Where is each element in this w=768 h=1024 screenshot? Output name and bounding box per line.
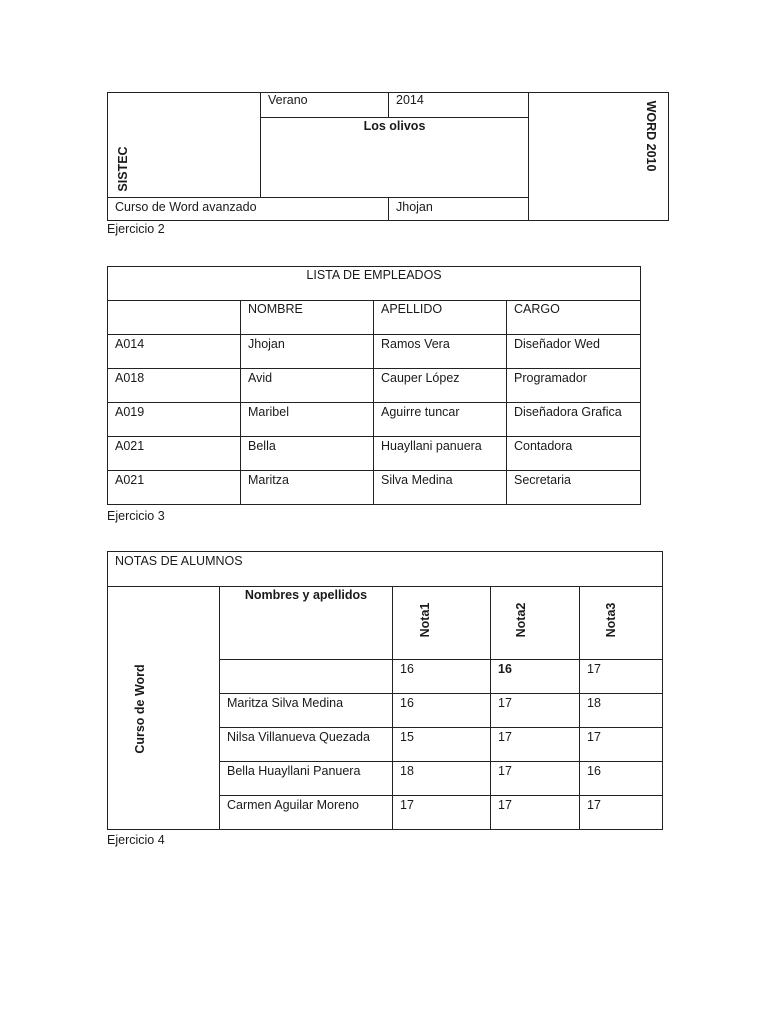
header-table <box>107 92 669 221</box>
course-side-cell <box>108 587 220 830</box>
student-name <box>220 660 393 694</box>
table-cell: A021 <box>108 437 241 471</box>
employees-header-row <box>108 301 641 335</box>
names-header: Nombres y apellidos <box>220 587 393 660</box>
table-cell: A014 <box>108 335 241 369</box>
column-header: APELLIDO <box>374 301 507 335</box>
table-cell: Aguirre tuncar <box>374 403 507 437</box>
grade-cell: 17 <box>580 796 663 830</box>
table-row <box>108 471 641 505</box>
table-cell: Avid <box>241 369 374 403</box>
caption-ejercicio-4: Ejercicio 4 <box>107 833 165 847</box>
student-name: Carmen Aguilar Moreno <box>220 796 393 830</box>
grade-cell: 17 <box>491 762 580 796</box>
grade-cell: 17 <box>393 796 491 830</box>
table-cell: A019 <box>108 403 241 437</box>
grade-cell: 18 <box>393 762 491 796</box>
student-name: Bella Huayllani Panuera <box>220 762 393 796</box>
grade-cell: 18 <box>580 694 663 728</box>
grade-header: Nota3 <box>604 602 618 638</box>
grade-header-cell <box>393 587 491 660</box>
grade-header: Nota1 <box>418 602 432 638</box>
place-cell: Los olivos <box>261 118 529 198</box>
table-cell: Secretaria <box>507 471 641 505</box>
grade-cell: 16 <box>393 694 491 728</box>
grades-title: NOTAS DE ALUMNOS <box>108 552 663 587</box>
course-cell: Curso de Word avanzado <box>108 198 389 221</box>
employees-title: LISTA DE EMPLEADOS <box>108 267 641 301</box>
table-cell: Diseñadora Grafica <box>507 403 641 437</box>
table-row <box>108 369 641 403</box>
table-cell: A018 <box>108 369 241 403</box>
grade-cell: 17 <box>491 694 580 728</box>
grade-cell: 17 <box>491 796 580 830</box>
grade-cell: 16 <box>393 660 491 694</box>
caption-ejercicio-3: Ejercicio 3 <box>107 509 165 523</box>
table-row <box>108 403 641 437</box>
word-version-label: WORD 2010 <box>644 100 658 172</box>
table-cell: Contadora <box>507 437 641 471</box>
employees-table <box>107 266 641 505</box>
caption-ejercicio-2: Ejercicio 2 <box>107 222 165 236</box>
grade-cell: 16 <box>491 660 580 694</box>
table-cell: Maritza <box>241 471 374 505</box>
grades-table <box>107 551 663 830</box>
grade-cell: 17 <box>491 728 580 762</box>
table-cell: Programador <box>507 369 641 403</box>
grade-cell: 16 <box>580 762 663 796</box>
grade-cell: 15 <box>393 728 491 762</box>
student-name-cell: Jhojan <box>389 198 529 221</box>
column-header: NOMBRE <box>241 301 374 335</box>
table-cell: Ramos Vera <box>374 335 507 369</box>
table-row <box>108 335 641 369</box>
table-cell: Cauper López <box>374 369 507 403</box>
table-cell: Diseñador Wed <box>507 335 641 369</box>
season-cell: Verano <box>261 93 389 118</box>
table-cell: Bella <box>241 437 374 471</box>
column-header: CARGO <box>507 301 641 335</box>
sistec-cell <box>108 93 261 198</box>
table-cell: A021 <box>108 471 241 505</box>
word-version-cell <box>529 93 669 221</box>
table-cell: Silva Medina <box>374 471 507 505</box>
grade-header-cell <box>491 587 580 660</box>
table-cell: Maribel <box>241 403 374 437</box>
grade-cell: 17 <box>580 660 663 694</box>
column-header <box>108 301 241 335</box>
course-side-label: Curso de Word <box>133 664 147 754</box>
grade-header-cell <box>580 587 663 660</box>
grade-cell: 17 <box>580 728 663 762</box>
table-row <box>108 437 641 471</box>
grade-header: Nota2 <box>514 602 528 638</box>
student-name: Nilsa Villanueva Quezada <box>220 728 393 762</box>
student-name: Maritza Silva Medina <box>220 694 393 728</box>
year-cell: 2014 <box>389 93 529 118</box>
table-cell: Huayllani panuera <box>374 437 507 471</box>
sistec-label: SISTEC <box>116 146 130 192</box>
table-cell: Jhojan <box>241 335 374 369</box>
